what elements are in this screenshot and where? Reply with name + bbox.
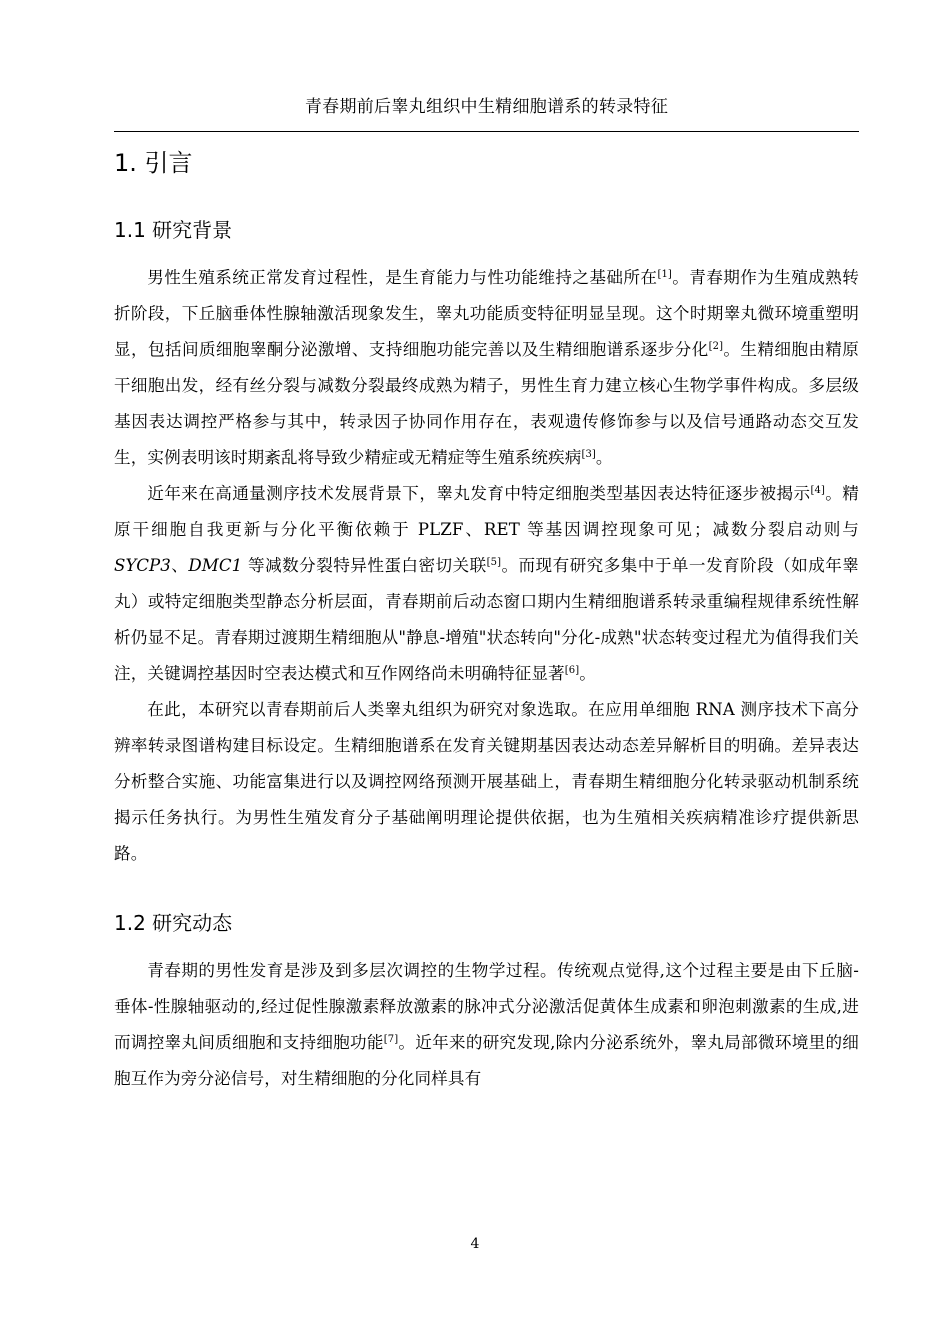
citation-marker: [5] <box>486 557 502 568</box>
paragraph: 近年来在高通量测序技术发展背景下，睾丸发育中特定细胞类型基因表达特征逐步被揭示[4]。精原干细胞自我更新与分化平衡依赖于 PLZF、RET 等基因调控现象可见；减数分裂启动则与 SYCP3、DMC1 等减数分裂特异性蛋白密切关联[5]。而现有研究多集中于单一发育阶段（如成年睾丸）或特定细胞类型静态分析层面，青春期前后动态窗口期内生精细胞谱系转录重编程规律系统性解析仍显不足。青春期过渡期生精细胞从"静息-增殖"状态转向"分化-成熟"状态转变过程尤为值得我们关注，关键调控基因时空表达模式和互作网络尚未明确特征显著[6]。 <box>114 484 860 683</box>
citation-marker: [4] <box>810 485 825 496</box>
subsection-title-dynamics: 1.2 研究动态 <box>114 911 233 935</box>
page-body <box>114 145 859 1097</box>
header-rule <box>114 131 859 132</box>
citation-marker: [3] <box>581 449 596 460</box>
subsection-title-background: 1.1 研究背景 <box>114 218 233 242</box>
paragraph: 男性生殖系统正常发育过程性，是生育能力与性功能维持之基础所在[1]。青春期作为生殖成熟转折阶段，下丘脑垂体性腺轴激活现象发生，睾丸功能质变特征明显呈现。这个时期睾丸微环境重塑明显，包括间质细胞睾酮分泌激增、支持细胞功能完善以及生精细胞谱系逐步分化[2]。生精细胞由精原干细胞出发，经有丝分裂与减数分裂最终成熟为精子，男性生育力建立核心生物学事件构成。多层级基因表达调控严格参与其中，转录因子协同作用存在，表观遗传修饰参与以及信号通路动态交互发生，实例表明该时期紊乱将导致少精症或无精症等生殖系统疾病[3]。 <box>114 268 859 467</box>
page-number: 4 <box>470 1236 480 1252</box>
gene-name: SYCP3 <box>114 556 171 575</box>
citation-marker: [6] <box>564 665 580 676</box>
section-title: 1. 引言 <box>114 149 193 177</box>
citation-marker: [7] <box>383 1034 399 1045</box>
running-header: 青春期前后睾丸组织中生精细胞谱系的转录特征 <box>304 97 669 117</box>
citation-marker: [1] <box>657 269 672 280</box>
citation-marker: [2] <box>708 341 724 352</box>
paragraph: 青春期的男性发育是涉及到多层次调控的生物学过程。传统观点觉得,这个过程主要是由下丘脑-垂体-性腺轴驱动的,经过促性腺激素释放激素的脉冲式分泌激活促黄体生成素和卵泡刺激素的生成,进而调控睾丸间质细胞和支持细胞功能[7]。近年来的研究发现,除内分泌系统外，睾丸局部微环境里的细胞互作为旁分泌信号，对生精细胞的分化同样具有 <box>114 961 859 1088</box>
gene-name: DMC1 <box>188 556 243 575</box>
paragraph: 在此，本研究以青春期前后人类睾丸组织为研究对象选取。在应用单细胞 RNA 测序技术下高分辨率转录图谱构建目标设定。生精细胞谱系在发育关键期基因表达动态差异解析目的明确。差异表达分析整合实施、功能富集进行以及调控网络预测开展基础上，青春期生精细胞分化转录驱动机制系统揭示任务执行。为男性生殖发育分子基础阐明理论提供依据，也为生殖相关疾病精准诊疗提供新思路。 <box>114 700 859 863</box>
